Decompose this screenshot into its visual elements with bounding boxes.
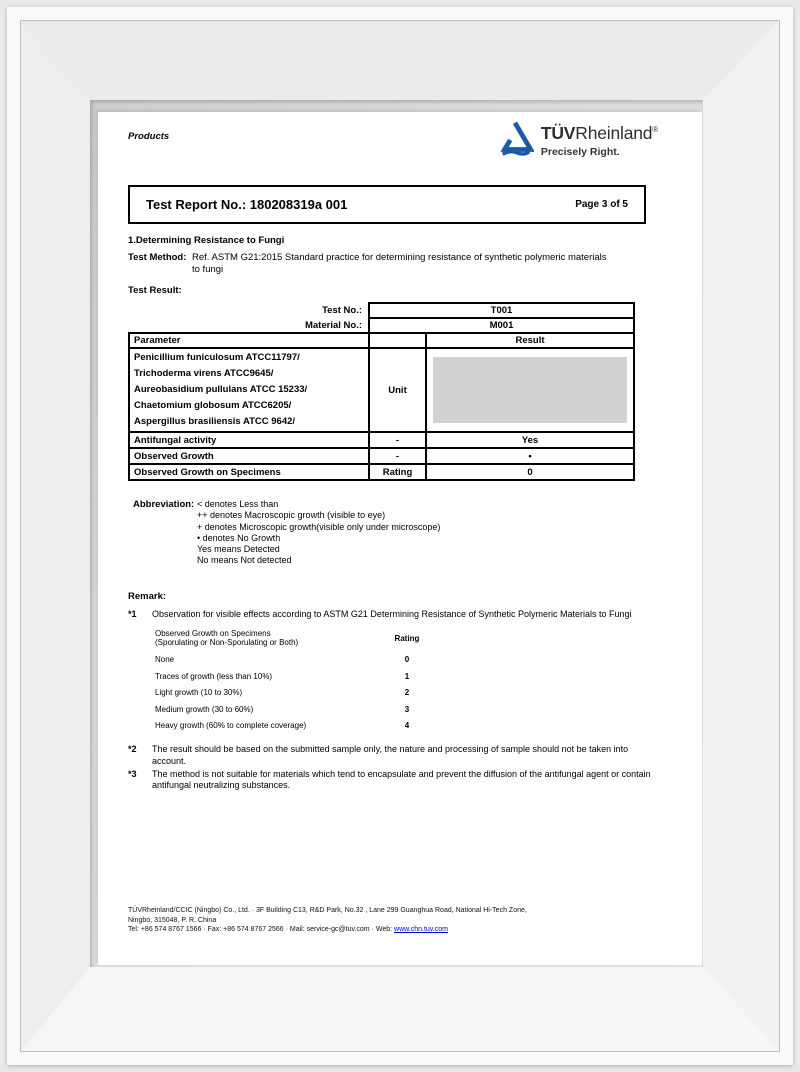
abbreviation-lines: [197, 499, 440, 567]
abbreviation-line: + denotes Microscopic growth(visible only under microscope): [197, 521, 441, 532]
brand-tagline: Precisely Right.: [540, 145, 620, 158]
footer-web-link[interactable]: www.chn.tuv.com: [394, 926, 448, 933]
rating-row: [155, 672, 437, 681]
tuv-triangle-icon: [496, 120, 534, 158]
remark-text: The result should be based on the submitted sample only, the nature and processing of sample should not be taken into account.: [152, 744, 629, 766]
organism-2: Trichoderma virens ATCC9645/: [134, 368, 274, 379]
rating-row-value: 1: [404, 671, 410, 681]
redacted-result-box: [433, 357, 627, 423]
rating-row: [155, 721, 437, 730]
result-redacted-cell: [426, 348, 634, 432]
rating-table: [155, 629, 437, 731]
logo-text: [541, 120, 658, 158]
rating-row-value: 0: [404, 655, 410, 665]
footer-address-line2: Ningbo, 315048, P. R. China: [128, 916, 217, 924]
rating-row: [155, 705, 437, 714]
table-header-row: [129, 333, 634, 348]
test-no-label: Test No.:: [322, 305, 362, 316]
footer-contact-line: [128, 925, 688, 935]
rating-table-header: [155, 629, 437, 648]
organism-3: Aureobasidium pullulans ATCC 15233/: [134, 384, 308, 395]
material-no-label: Material No.:: [304, 319, 362, 331]
page-indicator: Page 3 of 5: [575, 199, 628, 210]
footer-address-line1: TÜVRheinland/CCIC (Ningbo) Co., Ltd. · 3F Building C13, R&D Park, No.32 , Lane 299 Guanghua Road, National Hi-Tech Zone,: [128, 907, 527, 914]
abbreviation-label: Abbreviation:: [133, 499, 195, 510]
organism-1: Penicillium funiculosum ATCC11797/: [134, 352, 300, 363]
brand-name: TÜVRheinland®: [540, 122, 658, 143]
rating-header-label: [155, 629, 377, 648]
observed-growth-unit: -: [369, 448, 426, 464]
antifungal-result: Yes: [426, 432, 634, 448]
remark-text: Observation for visible effects according to ASTM G21 Determining Resistance of Synthetic Polymeric Materials to Fungi: [152, 608, 632, 619]
unit-cell: Unit: [369, 348, 426, 432]
rating-row: [155, 688, 437, 697]
remark-item-3: [128, 769, 676, 791]
abbreviation-line: No means Not detected: [197, 555, 292, 566]
report-number-box: [128, 185, 646, 224]
abbreviation-block: [133, 499, 676, 567]
remark-item-1: [128, 609, 676, 620]
rating-row-value: 2: [404, 688, 410, 698]
observed-specimens-unit: Rating: [369, 464, 426, 480]
footer-contact-prefix: Tel: +86 574 8767 1566 · Fax: +86 574 8767 2566 · Mail: service-gc@tuv.com · Web:: [128, 926, 393, 933]
rating-row-label: Light growth (10 to 30%): [155, 688, 243, 698]
footer: [128, 906, 688, 935]
observed-specimens-result: 0: [426, 464, 634, 480]
table-row-antifungal: [129, 432, 634, 448]
remark-text: The method is not suitable for materials which tend to encapsulate and prevent the diffusion of the antifungal agent or contain antifungal neutralizing substances.: [152, 768, 651, 791]
rating-header-line1: Observed Growth on Specimens: [155, 628, 271, 638]
rating-row-value: 3: [404, 704, 410, 714]
rating-row-label: Medium growth (30 to 60%): [155, 704, 254, 714]
organism-4: Chaetomium globosum ATCC6205/: [134, 400, 292, 411]
rating-row-label: None: [155, 655, 175, 665]
report-title: Test Report No.: 180208319a 001: [146, 197, 348, 212]
abbreviation-line: Yes means Detected: [197, 544, 280, 555]
antifungal-label: Antifungal activity: [129, 432, 369, 448]
registered-mark: ®: [652, 125, 658, 134]
unit-header-empty: [369, 333, 426, 348]
material-no-value: M001: [369, 318, 634, 333]
abbreviation-line: < denotes Less than: [197, 499, 279, 509]
tuv-rheinland-logo: [496, 120, 658, 158]
result-header: Result: [426, 333, 634, 348]
observed-specimens-label: Observed Growth on Specimens: [129, 464, 369, 480]
test-result-label: Test Result:: [128, 285, 182, 296]
abbreviation-line: ++ denotes Macroscopic growth (visible to eye): [197, 510, 386, 521]
parameter-header: Parameter: [129, 333, 369, 348]
rating-row: [155, 655, 437, 664]
abbreviation-line: • denotes No Growth: [197, 532, 281, 543]
rating-row-value: 4: [404, 721, 410, 731]
result-table: [128, 302, 635, 481]
remark-item-2: [128, 744, 676, 766]
observed-growth-label: Observed Growth: [129, 448, 369, 464]
rating-header-line2: (Sporulating or Non-Sporulating or Both): [155, 638, 299, 648]
test-no-value: T001: [369, 303, 634, 318]
observed-growth-result: •: [426, 448, 634, 464]
rating-row-label: Heavy growth (60% to complete coverage): [155, 721, 307, 731]
table-row-observed-growth: [129, 448, 634, 464]
table-row-organisms: [129, 348, 634, 432]
test-report-document: [98, 112, 702, 965]
organism-list: [129, 348, 369, 432]
remark-label: Remark:: [128, 590, 167, 602]
remark-marker: *1: [128, 608, 137, 619]
rating-column-header: Rating: [394, 633, 420, 643]
report-body: [128, 235, 676, 791]
table-row-material-no: [129, 318, 634, 333]
section-heading: 1.Determining Resistance to Fungi: [128, 235, 285, 246]
remark-marker: *3: [128, 768, 137, 779]
remark-marker: *2: [128, 744, 137, 755]
products-label: Products: [128, 131, 170, 142]
organism-5: Aspergillus brasiliensis ATCC 9642/: [134, 416, 296, 427]
table-row-observed-specimens: [129, 464, 634, 480]
table-row-test-no: [129, 303, 634, 318]
test-method-label: Test Method:: [128, 252, 187, 263]
test-method-row: [128, 252, 676, 275]
test-method-value: Ref. ASTM G21:2015 Standard practice for determining resistance of synthetic polymeric materials to fungi: [192, 252, 607, 275]
antifungal-unit: -: [369, 432, 426, 448]
rating-row-label: Traces of growth (less than 10%): [155, 671, 273, 681]
